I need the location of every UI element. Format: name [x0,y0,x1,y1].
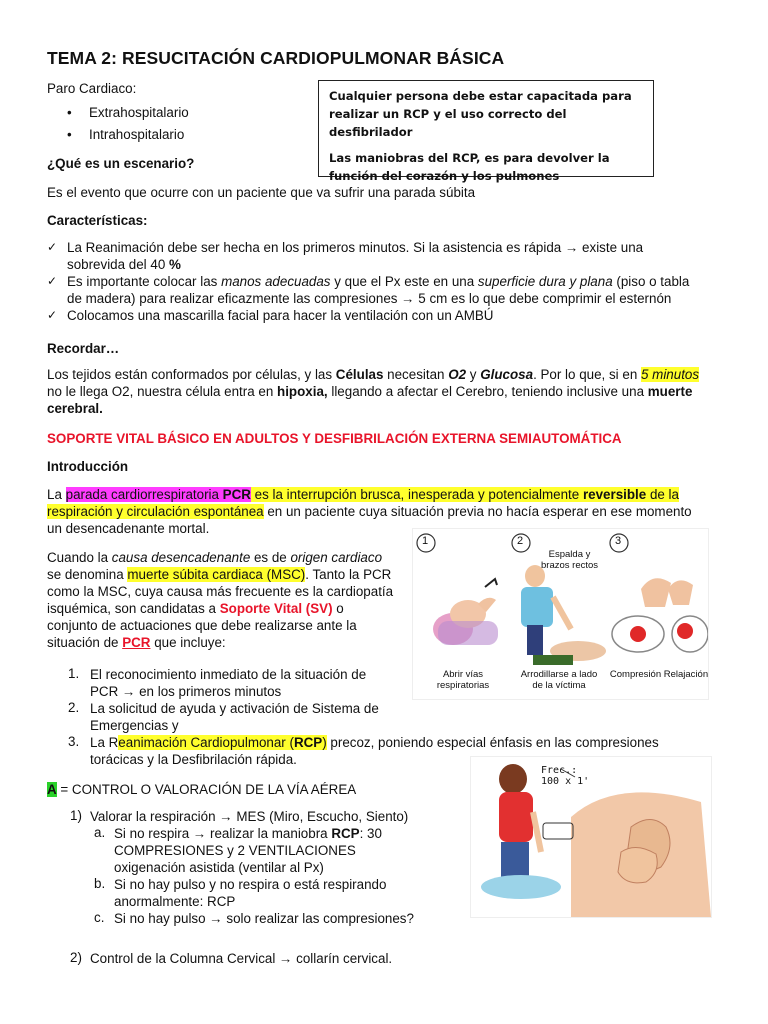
paro-label: Paro Cardiaco: [47,81,137,96]
sub-list-item: c. Si no hay pulso → solo realizar las compresiones? [94,910,414,926]
intro-heading: Introducción [47,459,129,474]
list-item: 3. La Reanimación Cardiopulmonar (RCP) precoz, poniendo especial énfasis en las compresiones torácicas y la Desfibrilación rápida. [68,734,659,767]
list-item: 2. La solicitud de ayuda y activación de Sistema de Emergencias y [68,700,379,733]
list-item: ✓ La Reanimación debe ser hecha en los primeros minutos. Si la asistencia es rápida → existe una [47,239,737,256]
frequency-note: Frec.: 100 x 1' [541,765,590,787]
caracteristicas-list [47,239,737,324]
caracteristicas-heading: Características: [47,213,148,228]
list-item: 1. El reconocimiento inmediato de la situación de PCR → en los primeros minutos [68,666,367,699]
recordar-paragraph: Los tejidos están conformados por células, y las Células necesitan O2 y Glucosa. Por lo que, si en 5 minutos no le llega O2, nuestra célula entra en hipoxia, llegando a afectar el Cerebro, teniendo inclusive una muerte cerebral. [47,367,700,416]
compression-figure [470,756,712,918]
list-item-cont: de madera) para realizar eficazmente las compresiones → 5 cm es lo que debe comprimir el esternón [67,291,672,306]
caption-step-2: Arrodillarse a lado de la víctima [520,669,598,691]
escenario-answer: Es el evento que ocurre con un paciente que va sufrir una parada súbita [47,185,476,200]
list-item-cont: sobrevida del 40 % [67,257,181,272]
step-number-3: 3 [615,535,622,547]
caption-step-3: Compresión Relajación [609,669,709,680]
list-item: ✓ Colocamos una mascarilla facial para hacer la ventilación con un AMBÚ [47,307,737,324]
step-2-note: Espalda y brazos rectos [541,549,599,571]
paro-list [47,102,189,146]
section-a-heading: A = CONTROL O VALORACIÓN DE LA VÍA AÉREA [47,782,357,797]
paro-section [47,80,189,146]
list-item: ✓ Es importante colocar las manos adecuadas y que el Px este en una superficie dura y plana (piso o tabla [47,273,737,290]
intro-paragraph: La parada cardiorrespiratoria PCR es la interrupción brusca, inesperada y potencialmente reversible de la respiración y circulación espontánea en un paciente cuya situación previa no hacía esperar en ese momento un desencadenante mortal. [47,487,692,536]
step-number-1: 1 [422,535,429,547]
sub-list-item: b. Si no hay pulso y no respira o está respirando anormalmente: RCP [94,876,387,909]
callout-box [318,80,654,183]
list-item: 2) Control de la Columna Cervical → collarín cervical. [70,950,393,966]
callout-text-1: Cualquier persona debe estar capacitada para realizar un RCP y el uso correcto del desfibrilador [329,89,632,139]
section-a-list [70,808,470,927]
causa-paragraph: Cuando la causa desencadenante es de origen cardiaco se denomina muerte súbita cardiaca (MSC). Tanto la PCR como la MSC, cuya causa más frecuente es la cardiopatía isquémica, son candidatas a Soporte Vital (SV) o conjunto de actuaciones que debe realizarse ante la situación de PCR que incluye: [47,550,394,650]
list-item: 1) Valorar la respiración → MES (Miro, Escucho, Siento) [70,808,409,824]
page-title: TEMA 2: RESUCITACIÓN CARDIOPULMONAR BÁSICA [47,48,505,68]
cpr-steps-figure [412,528,709,700]
caption-step-1: Abrir vías respiratorias [436,669,490,691]
sub-list-item: a. Si no respira → realizar la maniobra RCP: 30 COMPRESIONES y 2 VENTILACIONES oxigenación asistida (ventilar al Px) [94,825,382,875]
list-item: • Intrahospitalario [47,124,189,146]
step-number-2: 2 [517,535,524,547]
compression-illustration [471,757,711,917]
escenario-question: ¿Qué es un escenario? [47,156,195,171]
soporte-heading: SOPORTE VITAL BÁSICO EN ADULTOS Y DESFIBRILACIÓN EXTERNA SEMIAUTOMÁTICA [47,431,622,446]
callout-text-2: Las maniobras del RCP, es para devolver la función del corazón y los pulmones [329,151,610,183]
list-item: • Extrahospitalario [47,102,189,124]
recordar-heading: Recordar… [47,341,120,356]
